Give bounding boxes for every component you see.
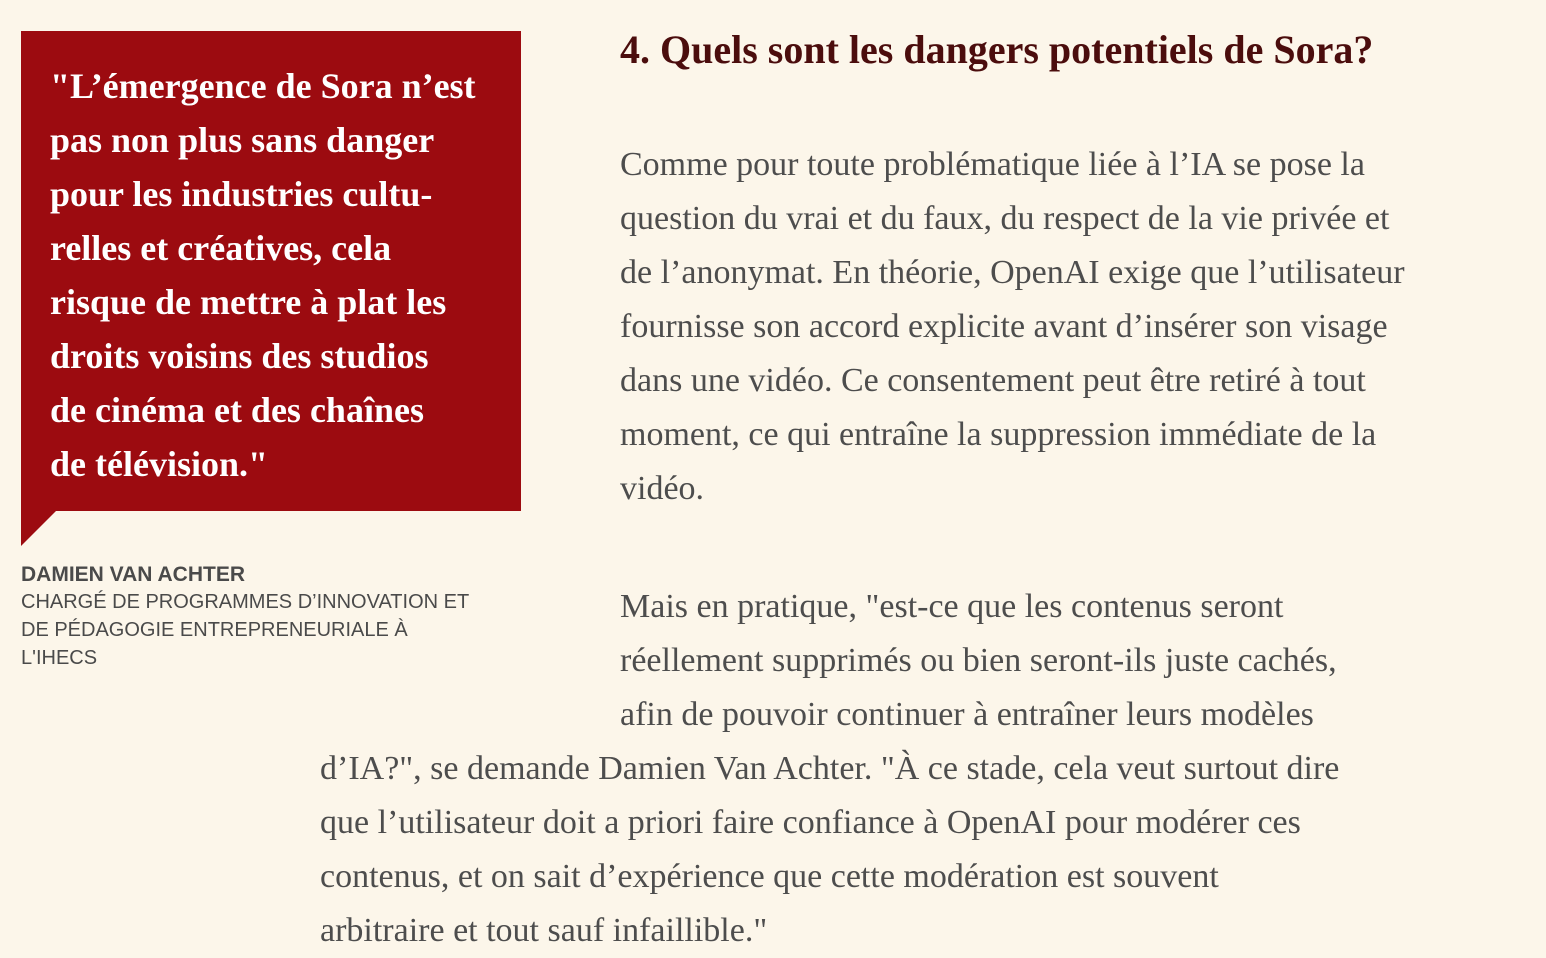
paragraph-line: contenus, et on sait d’expérience que cette modération est souvent bbox=[320, 858, 1219, 895]
paragraph-line: réellement supprimés ou bien seront-ils juste cachés, bbox=[620, 642, 1337, 679]
paragraph-line: question du vrai et du faux, du respect de la vie privée et bbox=[620, 200, 1390, 237]
author-role-line: L'IHECS bbox=[21, 647, 98, 669]
pull-quote-line: risque de mettre à plat les bbox=[50, 282, 447, 322]
paragraph-line: fournisse son accord explicite avant d’insérer son visage bbox=[620, 308, 1388, 345]
paragraph-2-bottom bbox=[320, 742, 1339, 958]
pull-quote-line: pour les industries cultu- bbox=[50, 174, 433, 214]
author-name: DAMIEN VAN ACHTER bbox=[21, 563, 245, 586]
paragraph-line: dans une vidéo. Ce consentement peut être retiré à tout bbox=[620, 362, 1366, 399]
paragraph-line: de l’anonymat. En théorie, OpenAI exige que l’utilisateur bbox=[620, 254, 1405, 291]
author-role-line: CHARGÉ DE PROGRAMMES D’INNOVATION ET bbox=[21, 591, 470, 613]
paragraph-line: moment, ce qui entraîne la suppression immédiate de la bbox=[620, 416, 1377, 453]
paragraph-line: arbitraire et tout sauf infaillible." bbox=[320, 912, 768, 949]
pull-quote-line: de cinéma et des chaînes bbox=[50, 390, 424, 430]
paragraph-line: Mais en pratique, "est-ce que les contenus seront bbox=[620, 588, 1284, 625]
pull-quote-box bbox=[21, 31, 521, 511]
section-heading: 4. Quels sont les dangers potentiels de Sora? bbox=[620, 27, 1374, 72]
pull-quote-line: "L’émergence de Sora n’est bbox=[50, 66, 476, 106]
pull-quote-line: droits voisins des studios bbox=[50, 336, 429, 376]
pull-quote-line: relles et créatives, cela bbox=[50, 228, 392, 268]
author-role-line: DE PÉDAGOGIE ENTREPRENEURIALE À bbox=[21, 619, 408, 641]
paragraph-2-top bbox=[620, 580, 1337, 742]
pull-quote-line: de télévision." bbox=[50, 444, 268, 484]
paragraph-line: que l’utilisateur doit a priori faire confiance à OpenAI pour modérer ces bbox=[320, 804, 1301, 841]
pull-quote-line: pas non plus sans danger bbox=[50, 120, 435, 160]
author-role bbox=[21, 588, 531, 672]
paragraph-line: d’IA?", se demande Damien Van Achter. "À ce stade, cela veut surtout dire bbox=[320, 750, 1340, 787]
pull-quote-text bbox=[50, 59, 497, 491]
paragraph-1 bbox=[620, 138, 1405, 516]
paragraph-line: afin de pouvoir continuer à entraîner leurs modèles bbox=[620, 696, 1314, 733]
paragraph-line: Comme pour toute problématique liée à l’IA se pose la bbox=[620, 146, 1365, 183]
pull-quote-tail bbox=[21, 510, 57, 546]
quote-attribution bbox=[21, 561, 531, 672]
paragraph-line: vidéo. bbox=[620, 470, 705, 507]
